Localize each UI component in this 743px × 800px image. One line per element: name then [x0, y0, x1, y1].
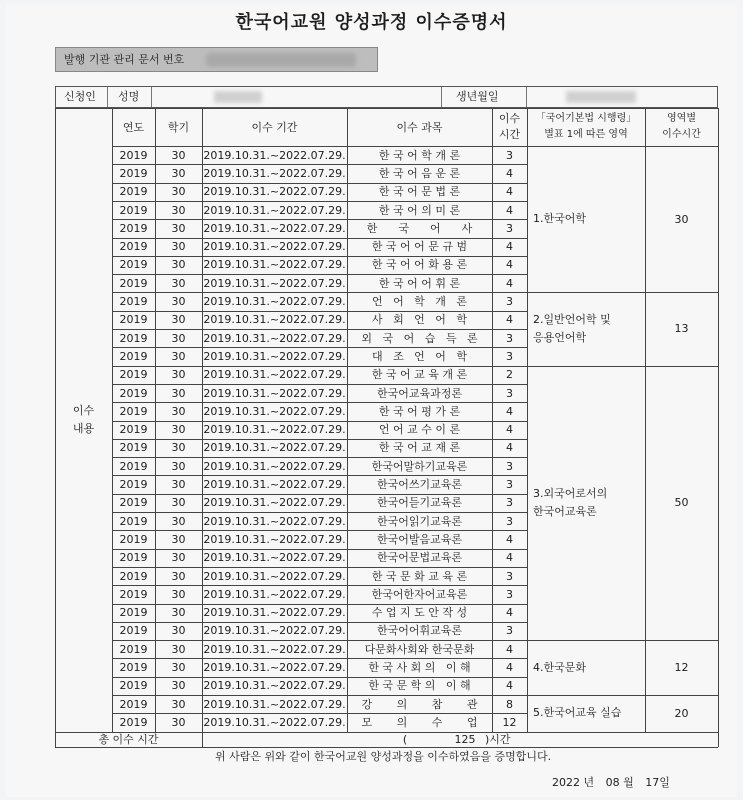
row-course: 한 국 문 화 교 육 론 — [371, 569, 468, 583]
row-hours: 12 — [502, 715, 517, 729]
row-period: 2019.10.31.~2022.07.29. — [203, 386, 346, 400]
row-period: 2019.10.31.~2022.07.29. — [203, 166, 346, 180]
row-hours: 3 — [506, 624, 513, 638]
header-course: 이수 과목 — [396, 120, 443, 134]
date-year: 2022 — [552, 776, 580, 789]
row-course: 한 국 사 회 의 이 해 — [368, 661, 471, 675]
row-period: 2019.10.31.~2022.07.29. — [203, 404, 346, 418]
row-hours: 3 — [506, 514, 513, 528]
row-hours: 4 — [506, 551, 513, 565]
redacted-doc-number — [206, 53, 356, 67]
row-hours: 4 — [506, 276, 513, 290]
row-period: 2019.10.31.~2022.07.29. — [203, 587, 346, 601]
row-hours: 3 — [506, 331, 513, 345]
area-hours: 12 — [674, 661, 689, 675]
row-course: 한 국 어 어 문 규 범 — [371, 240, 468, 254]
redacted-name — [214, 91, 262, 103]
area-label: 4.한국문화 — [533, 660, 586, 674]
row-hours: 4 — [506, 240, 513, 254]
row-course: 한 국 어 교 육 개 론 — [371, 368, 468, 382]
row-period: 2019.10.31.~2022.07.29. — [203, 148, 346, 162]
row-course: 한 국 어 평 가 론 — [378, 404, 461, 418]
row-period: 2019.10.31.~2022.07.29. — [203, 679, 346, 693]
row-hours: 2 — [506, 368, 513, 382]
row-credit: 30 — [171, 551, 186, 565]
row-credit: 30 — [171, 569, 186, 583]
row-period: 2019.10.31.~2022.07.29. — [203, 185, 346, 199]
redacted-birth — [566, 91, 636, 103]
row-hours: 4 — [506, 185, 513, 199]
row-year: 2019 — [119, 221, 148, 235]
row-course: 한 국 문 학 의 이 해 — [368, 679, 471, 693]
row-hours: 4 — [506, 532, 513, 546]
divider — [107, 87, 108, 107]
row-year: 2019 — [119, 606, 148, 620]
row-year: 2019 — [119, 587, 148, 601]
row-hours: 3 — [506, 587, 513, 601]
row-credit: 30 — [171, 148, 186, 162]
row-year: 2019 — [119, 349, 148, 363]
row-course: 한국어쓰기교육론 — [376, 478, 462, 492]
row-course: 모 의 수 업 — [361, 715, 478, 729]
row-period: 2019.10.31.~2022.07.29. — [203, 459, 346, 473]
row-period: 2019.10.31.~2022.07.29. — [203, 203, 346, 217]
row-period: 2019.10.31.~2022.07.29. — [203, 368, 346, 382]
page-title: 한국어교원 양성과정 이수증명서 — [235, 12, 508, 33]
row-course: 한국어듣기교육론 — [376, 496, 462, 510]
area-hours: 20 — [674, 706, 689, 720]
row-hours: 3 — [506, 295, 513, 309]
row-credit: 30 — [171, 624, 186, 638]
row-credit: 30 — [171, 313, 186, 327]
row-year: 2019 — [119, 240, 148, 254]
row-year: 2019 — [119, 166, 148, 180]
row-year: 2019 — [119, 386, 148, 400]
row-course: 한국어말하기교육론 — [371, 459, 468, 473]
column-line — [527, 108, 528, 732]
row-period: 2019.10.31.~2022.07.29. — [203, 423, 346, 437]
row-course: 언 어 교 수 이 론 — [378, 423, 461, 437]
row-year: 2019 — [119, 715, 148, 729]
row-period: 2019.10.31.~2022.07.29. — [203, 642, 346, 656]
row-credit: 30 — [171, 166, 186, 180]
row-hours: 8 — [506, 697, 513, 711]
row-course: 한국어교육과정론 — [376, 386, 462, 400]
row-hours: 3 — [506, 148, 513, 162]
row-year: 2019 — [119, 185, 148, 199]
row-hours: 3 — [506, 349, 513, 363]
row-credit: 30 — [171, 661, 186, 675]
row-period: 2019.10.31.~2022.07.29. — [203, 276, 346, 290]
row-period: 2019.10.31.~2022.07.29. — [203, 240, 346, 254]
row-credit: 30 — [171, 715, 186, 729]
row-year: 2019 — [119, 478, 148, 492]
row-period: 2019.10.31.~2022.07.29. — [203, 258, 346, 272]
section-label: 이수 내용 — [72, 403, 95, 435]
row-year: 2019 — [119, 532, 148, 546]
area-hours: 13 — [674, 322, 689, 336]
row-period: 2019.10.31.~2022.07.29. — [203, 624, 346, 638]
row-credit: 30 — [171, 532, 186, 546]
row-year: 2019 — [119, 624, 148, 638]
row-year: 2019 — [119, 496, 148, 510]
row-year: 2019 — [119, 459, 148, 473]
row-course: 한국어한자어교육론 — [371, 587, 468, 601]
row-year: 2019 — [119, 441, 148, 455]
row-year: 2019 — [119, 313, 148, 327]
row-course: 한국어발음교육론 — [376, 532, 462, 546]
row-course: 한 국 어 의 미 론 — [378, 203, 461, 217]
total-label: 총 이수 시간 — [98, 732, 159, 746]
row-hours: 4 — [506, 661, 513, 675]
row-period: 2019.10.31.~2022.07.29. — [203, 715, 346, 729]
row-course: 수 업 지 도 안 작 성 — [371, 606, 468, 620]
row-course: 외 국 어 습 득 론 — [361, 331, 478, 345]
row-year: 2019 — [119, 551, 148, 565]
date-year-label: 년 — [583, 776, 595, 789]
row-course: 강 의 참 관 — [361, 697, 478, 711]
row-course: 한국어문법교육론 — [376, 551, 462, 565]
row-year: 2019 — [119, 295, 148, 309]
row-course: 한국어어휘교육론 — [376, 624, 462, 638]
row-hours: 3 — [506, 478, 513, 492]
row-year: 2019 — [119, 258, 148, 272]
row-credit: 30 — [171, 349, 186, 363]
row-course: 다문화사회와 한국문화 — [364, 642, 475, 656]
row-period: 2019.10.31.~2022.07.29. — [203, 569, 346, 583]
total-open: ( — [402, 732, 408, 746]
row-credit: 30 — [171, 423, 186, 437]
row-credit: 30 — [171, 276, 186, 290]
header-year: 연도 — [122, 120, 145, 134]
row-period: 2019.10.31.~2022.07.29. — [203, 661, 346, 675]
row-credit: 30 — [171, 642, 186, 656]
row-year: 2019 — [119, 368, 148, 382]
applicant-row — [55, 86, 718, 108]
row-year: 2019 — [119, 514, 148, 528]
row-course: 한 국 어 사 — [366, 221, 473, 235]
row-course: 한 국 어 교 재 론 — [378, 441, 461, 455]
row-period: 2019.10.31.~2022.07.29. — [203, 514, 346, 528]
row-period: 2019.10.31.~2022.07.29. — [203, 532, 346, 546]
row-hours: 3 — [506, 221, 513, 235]
row-credit: 30 — [171, 331, 186, 345]
row-hours: 3 — [506, 569, 513, 583]
row-course: 사 회 언 어 학 — [371, 313, 468, 327]
row-credit: 30 — [171, 679, 186, 693]
row-credit: 30 — [171, 404, 186, 418]
header-area-hours: 영역별 이수시간 — [662, 113, 701, 140]
row-year: 2019 — [119, 642, 148, 656]
row-credit: 30 — [171, 386, 186, 400]
applicant-label: 신청인 — [64, 90, 96, 103]
divider — [151, 87, 152, 107]
row-period: 2019.10.31.~2022.07.29. — [203, 441, 346, 455]
row-credit: 30 — [171, 496, 186, 510]
row-course: 한 국 어 어 화 용 론 — [371, 258, 468, 272]
certify-text: 위 사람은 위와 같이 한국어교원 양성과정을 이수하였음을 증명합니다. — [215, 750, 552, 763]
row-hours: 4 — [506, 404, 513, 418]
divider — [526, 87, 527, 107]
row-credit: 30 — [171, 203, 186, 217]
row-course: 한 국 어 음 운 론 — [378, 166, 461, 180]
row-credit: 30 — [171, 368, 186, 382]
row-credit: 30 — [171, 240, 186, 254]
row-year: 2019 — [119, 697, 148, 711]
row-credit: 30 — [171, 441, 186, 455]
total-close: )시간 — [485, 732, 511, 746]
table-right-border — [718, 108, 719, 747]
row-year: 2019 — [119, 569, 148, 583]
column-line — [202, 732, 203, 747]
row-period: 2019.10.31.~2022.07.29. — [203, 697, 346, 711]
date-month-label: 월 — [623, 776, 634, 789]
issue-date — [552, 774, 670, 790]
date-day: 17일 — [645, 776, 670, 789]
row-credit: 30 — [171, 459, 186, 473]
doc-number-label: 발행 기관 관리 문서 번호 — [64, 53, 185, 66]
header-hours: 이수 시간 — [498, 112, 521, 141]
date-month: 08 — [605, 776, 620, 789]
header-period: 이수 기간 — [251, 120, 298, 134]
row-period: 2019.10.31.~2022.07.29. — [203, 331, 346, 345]
row-hours: 4 — [506, 203, 513, 217]
row-course: 한 국 어 어 휘 론 — [378, 276, 461, 290]
area-label: 5.한국어교육 실습 — [533, 706, 622, 720]
name-label: 성명 — [118, 90, 140, 103]
row-hours: 3 — [506, 386, 513, 400]
birth-label: 생년월일 — [456, 90, 499, 103]
row-year: 2019 — [119, 331, 148, 345]
doc-number-box — [55, 47, 378, 72]
row-credit: 30 — [171, 587, 186, 601]
row-course: 한국어읽기교육론 — [376, 514, 462, 528]
row-hours: 4 — [506, 258, 513, 272]
row-credit: 30 — [171, 478, 186, 492]
row-course: 언 어 학 개 론 — [371, 295, 468, 309]
header-area: 「국어기본법 시행령」 별표 1에 따른 영역 — [535, 113, 637, 140]
row-credit: 30 — [171, 258, 186, 272]
row-hours: 4 — [506, 441, 513, 455]
row-period: 2019.10.31.~2022.07.29. — [203, 295, 346, 309]
row-hours: 4 — [506, 606, 513, 620]
row-year: 2019 — [119, 203, 148, 217]
area-label: 3.외국어로서의 한국어교육론 — [533, 486, 608, 518]
row-year: 2019 — [119, 679, 148, 693]
row-period: 2019.10.31.~2022.07.29. — [203, 606, 346, 620]
row-period: 2019.10.31.~2022.07.29. — [203, 478, 346, 492]
row-period: 2019.10.31.~2022.07.29. — [203, 551, 346, 565]
row-course: 대 조 언 어 학 — [371, 349, 468, 363]
row-year: 2019 — [119, 423, 148, 437]
row-credit: 30 — [171, 221, 186, 235]
row-course: 한 국 어 문 법 론 — [378, 185, 461, 199]
row-hours: 4 — [506, 313, 513, 327]
row-course: 한 국 어 학 개 론 — [378, 148, 461, 162]
area-label: 1.한국어학 — [533, 212, 586, 226]
row-credit: 30 — [171, 514, 186, 528]
row-credit: 30 — [171, 185, 186, 199]
row-hours: 4 — [506, 166, 513, 180]
area-label: 2.일반언어학 및 응용언어학 — [533, 312, 611, 344]
row-hours: 4 — [506, 642, 513, 656]
row-year: 2019 — [119, 661, 148, 675]
row-year: 2019 — [119, 148, 148, 162]
row-year: 2019 — [119, 276, 148, 290]
row-credit: 30 — [171, 697, 186, 711]
header-credit: 학기 — [167, 120, 190, 134]
divider — [441, 87, 442, 107]
row-period: 2019.10.31.~2022.07.29. — [203, 349, 346, 363]
row-period: 2019.10.31.~2022.07.29. — [203, 496, 346, 510]
row-year: 2019 — [119, 404, 148, 418]
row-hours: 3 — [506, 496, 513, 510]
row-hours: 4 — [506, 679, 513, 693]
row-hours: 4 — [506, 423, 513, 437]
row-period: 2019.10.31.~2022.07.29. — [203, 221, 346, 235]
area-hours: 50 — [674, 496, 689, 510]
total-value: 125 — [454, 732, 476, 746]
row-credit: 30 — [171, 295, 186, 309]
row-hours: 3 — [506, 459, 513, 473]
row-period: 2019.10.31.~2022.07.29. — [203, 313, 346, 327]
row-credit: 30 — [171, 606, 186, 620]
area-hours: 30 — [674, 212, 689, 226]
